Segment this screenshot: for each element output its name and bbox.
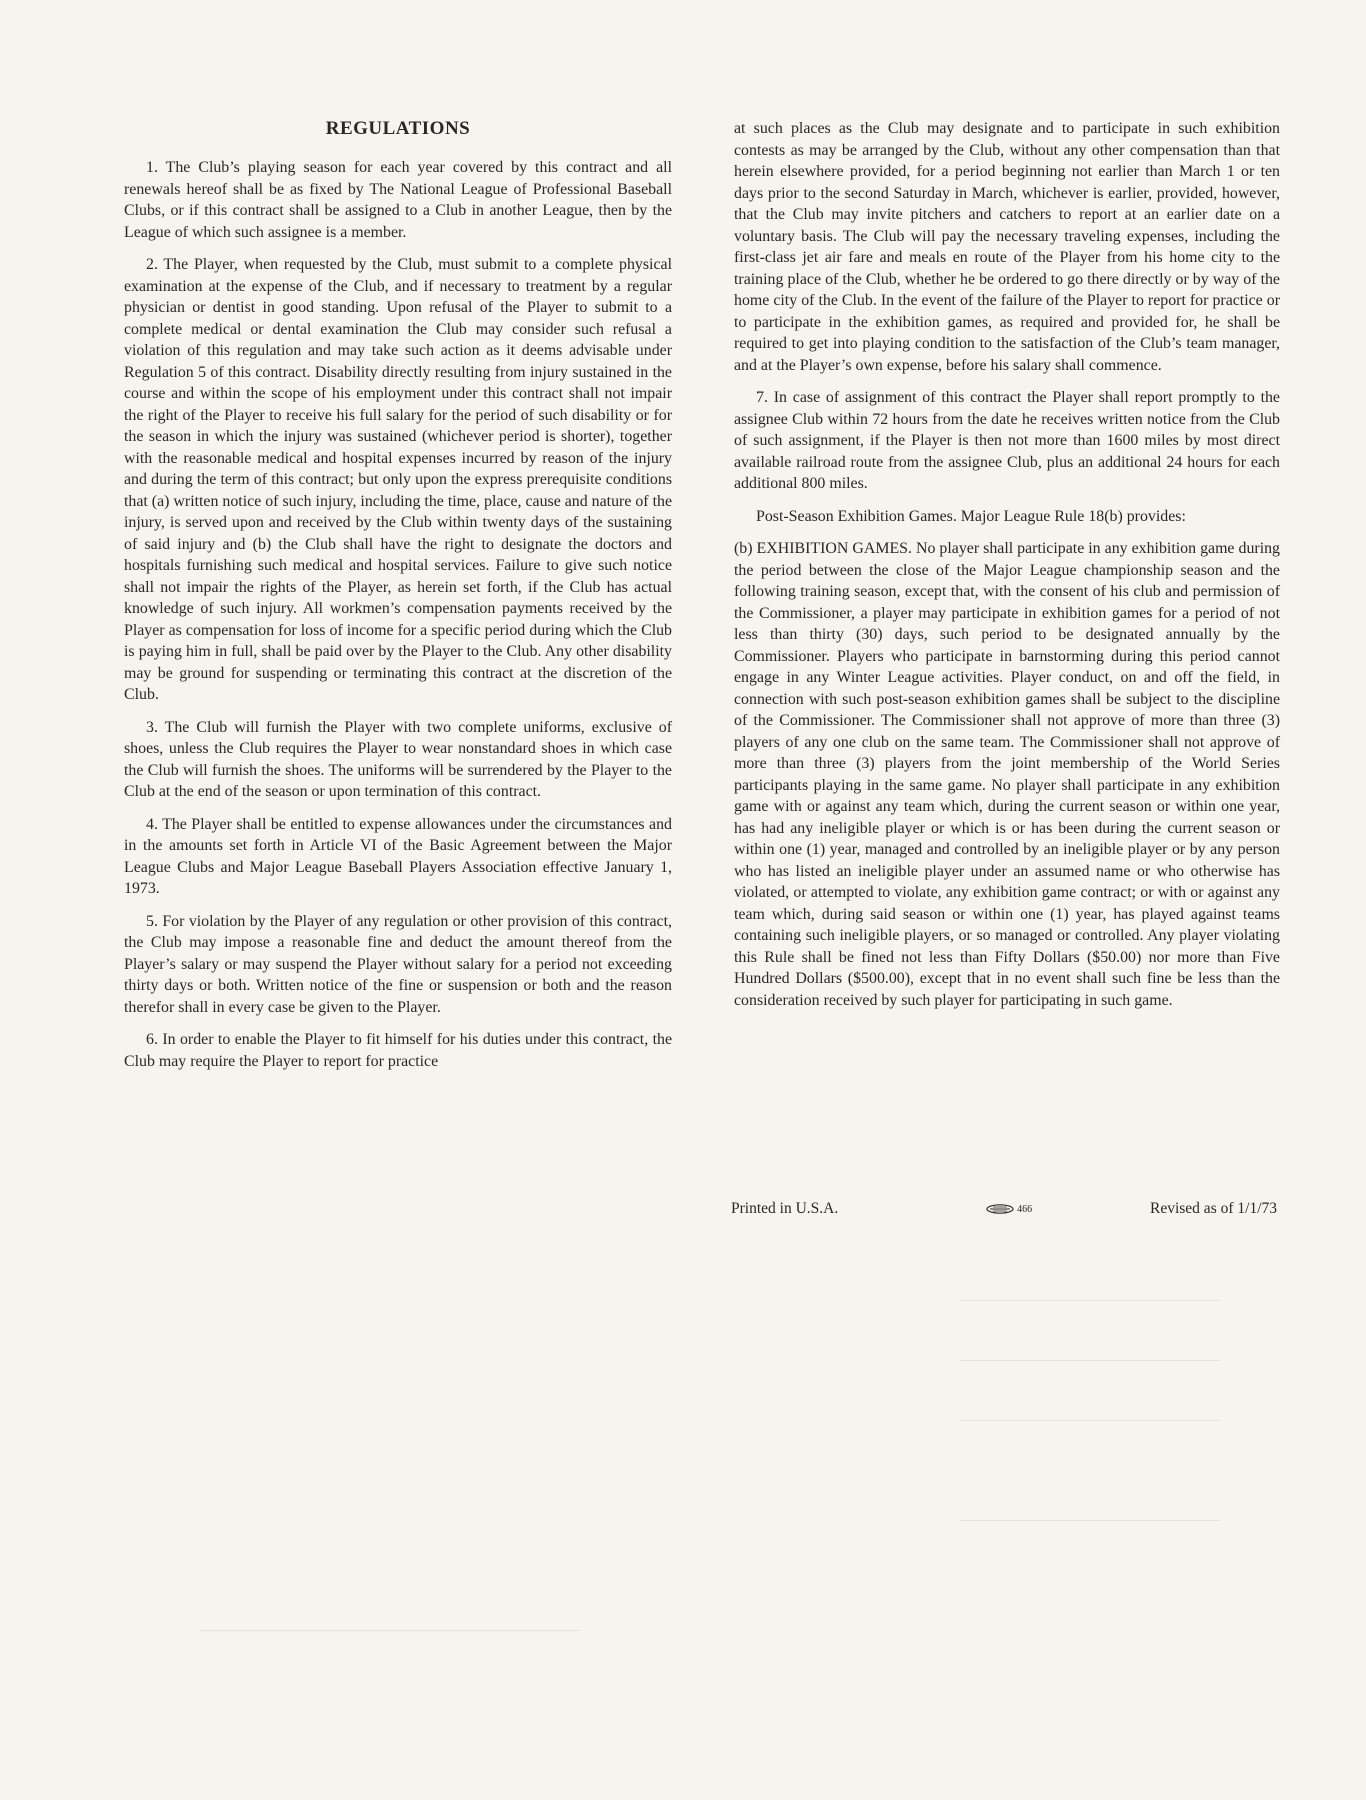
- regulation-5: 5. For violation by the Player of any regulation or other provision of this contract, the Club may impose a reasonable fine and deduct the amount thereof from the Player’s salary or may suspend the Player without salary for a period not exceeding thirty days or both. Written notice of the fine or suspension or both and the reason therefor shall in every case be given to the Player.: [124, 912, 672, 1016]
- printer-mark: [986, 1204, 1032, 1215]
- bleed-through-line: [960, 1420, 1220, 1421]
- page-footer: [731, 1200, 1277, 1218]
- bleed-through-line: [960, 1360, 1220, 1361]
- regulation-2: 2. The Player, when requested by the Club, must submit to a complete physical examination at the expense of the Club, and if necessary to treatment by a regular physician or dentist in good standing. Upon refusal of the Player to submit to a complete medical or dental examination the Club may consider such refusal a violation of this regulation and may take such action as it deems advisable under Regulation 5 of this contract. Disability directly resulting from injury sustained in the course and within the scope of his employment under this contract shall not impair the right of the Player to receive his full salary for the period of such disability or for the season in which the injury was sustained (whichever period is shorter), together with the reasonable medical and hospital expenses incurred by reason of the injury and during the term of this contract; but only upon the express prerequisite conditions that (a) written notice of such injury, including the time, place, cause and nature of the injury, is served upon and received by the Club within twenty days of the sustaining of said injury and (b) the Club shall have the right to designate the doctors and hospitals furnishing such medical and hospital services. Failure to give such notice shall not impair the rights of the Player, as herein set forth, if the Club has actual knowledge of such injury. All workmen’s compensation payments received by the Player as compensation for loss of income for a specific period during which the Club is paying him in full, shall be paid over by the Player to the Club. Any other disability may be ground for suspending or terminating this contract at the discretion of the Club.: [124, 256, 672, 703]
- regulation-3: 3. The Club will furnish the Player with two complete uniforms, exclusive of shoes, unless the Club requires the Player to wear nonstandard shoes in which case the Club will furnish the shoes. The uniforms will be surrendered by the Player to the Club at the end of the season or upon termination of this contract.: [124, 718, 672, 800]
- regulation-6-continued: at such places as the Club may designate and to participate in such exhibition contests as may be arranged by the Club, without any other compensation than that herein elsewhere provided, for a period beginning not earlier than March 1 or ten days prior to the second Saturday in March, whichever is earlier, provided, however, that the Club may invite pitchers and catchers to report at an earlier date on a voluntary basis. The Club will pay the necessary traveling expenses, including the first-class jet air fare and meals en route of the Player from his home city to the training place of the Club, whether he be ordered to go there directly or by way of the home city of the Club. In the event of the failure of the Player to report for practice or to participate in the exhibition games, as required and provided for, he shall be required to get into playing condition to the satisfaction of the Club’s team manager, and at the Player’s own expense, before his salary shall commence.: [734, 120, 1280, 374]
- revised-date: Revised as of 1/1/73: [1150, 1200, 1277, 1217]
- bleed-through-line: [960, 1300, 1220, 1301]
- printed-in-label: Printed in U.S.A.: [731, 1200, 839, 1217]
- union-label-icon: [986, 1204, 1014, 1214]
- regulation-7: 7. In case of assignment of this contract the Player shall report promptly to the assignee Club within 72 hours from the date he receives written notice from the Club of such assignment, if the Player is then not more than 1600 miles by most direct available railroad route from the assignee Club, plus an additional 24 hours for each additional 800 miles.: [734, 389, 1280, 492]
- regulation-4: 4. The Player shall be entitled to expense allowances under the circumstances and in the amounts set forth in Article VI of the Basic Agreement between the Major League Clubs and Major League Baseball Players Association effective January 1, 1973.: [124, 815, 672, 897]
- bleed-through-line: [960, 1520, 1220, 1521]
- regulation-6: 6. In order to enable the Player to fit himself for his duties under this contract, the Club may require the Player to report for practice: [124, 1031, 672, 1070]
- right-column: [734, 118, 1280, 1022]
- bleed-through-line: [200, 1630, 580, 1631]
- regulation-1: 1. The Club’s playing season for each year covered by this contract and all renewals hereof shall be as fixed by The National League of Professional Baseball Clubs, or if this contract shall be assigned to a Club in another League, then by the League of which such assignee is a member.: [124, 159, 672, 241]
- post-season-heading: Post-Season Exhibition Games. Major League Rule 18(b) provides:: [756, 507, 1186, 525]
- exhibition-games-rule: (b) EXHIBITION GAMES. No player shall participate in any exhibition game during the period between the close of the Major League championship season and the following training season, except that, with the consent of his club and permission of the Commissioner, a player may participate in exhibition games for a period of not less than thirty (30) days, such period to be designated annually by the Commissioner. Players who participate in barnstorming during this period cannot engage in any Winter League activities. Player conduct, on and off the field, in connection with such post-season exhibition games shall be subject to the discipline of the Commissioner. The Commissioner shall not approve of more than three (3) players of any one club on the same team. The Commissioner shall not approve of more than three (3) players from the joint membership of the World Series participants playing in the same game. No player shall participate in any exhibition game with or against any team which, during the current season or within one year, has had any ineligible player or which is or has been during the current season or within one (1) year, managed and controlled by an ineligible player or by any person who has listed an ineligible player under an assumed name or who otherwise has violated, or attempted to violate, any exhibition game contract; or with or against any team which, during said season or within one (1) year, has played against teams containing such ineligible players, or so managed or controlled. Any player violating this Rule shall be fined not less than Fifty Dollars ($50.00) nor more than Five Hundred Dollars ($500.00), except that in no event shall such fine be less than the consideration received by such player for participating in such game.: [734, 540, 1280, 1009]
- left-column: [124, 118, 672, 1083]
- document-title: REGULATIONS: [325, 118, 471, 139]
- printer-code: 466: [1017, 1203, 1033, 1215]
